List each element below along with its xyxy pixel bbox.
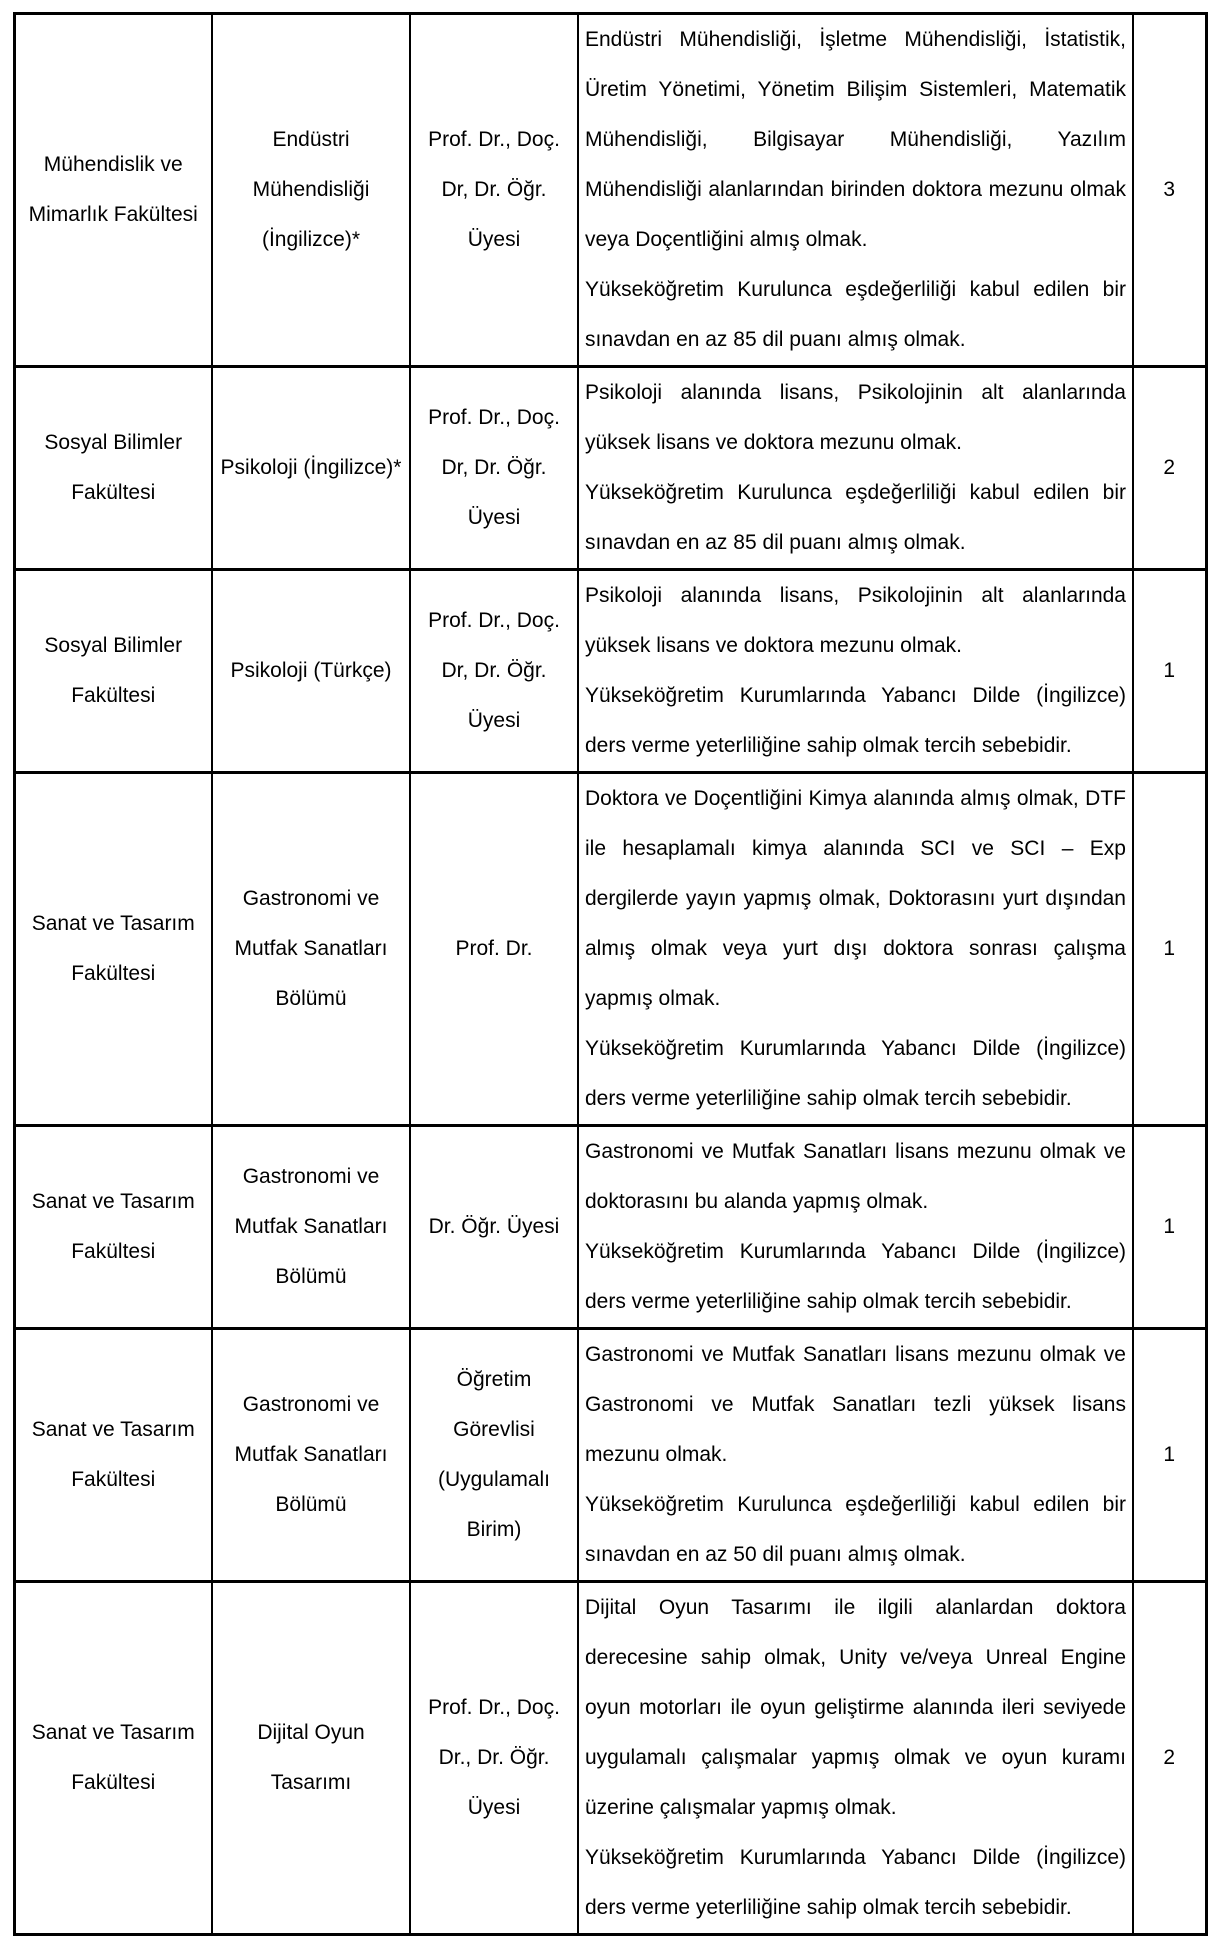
table-row: [14, 1126, 1206, 1329]
title-cell: Prof. Dr., Doç. Dr, Dr. Öğr. Üyesi: [410, 367, 578, 570]
requirement-paragraph: Gastronomi ve Mutfak Sanatları lisans mezunu olmak ve doktorasını bu alanda yapmış olmak.: [585, 1140, 1126, 1213]
faculty-cell: Sosyal Bilimler Fakültesi: [14, 570, 212, 773]
count-cell: 1: [1133, 773, 1206, 1126]
department-cell: Gastronomi ve Mutfak Sanatları Bölümü: [212, 773, 410, 1126]
table-row: [14, 367, 1206, 570]
requirement-paragraph: Yükseköğretim Kurumlarında Yabancı Dilde (İngilizce) ders verme yeterliliğine sahip olmak tercih sebebidir.: [585, 1846, 1126, 1919]
requirement-paragraph: Yükseköğretim Kurulunca eşdeğerliliği kabul edilen bir sınavdan en az 85 dil puanı almış olmak.: [585, 481, 1126, 554]
faculty-cell: Sanat ve Tasarım Fakültesi: [14, 1126, 212, 1329]
requirements-cell: [578, 1329, 1133, 1582]
requirement-paragraph: Dijital Oyun Tasarımı ile ilgili alanlardan doktora derecesine sahip olmak, Unity ve/veya Unreal Engine oyun motorları ile oyun geliştirme alanında ileri seviyede uygulamalı çalışmalar yapmış olmak ve oyun kuramı üzerine çalışmalar yapmış olmak.: [585, 1596, 1126, 1819]
title-cell: Prof. Dr.: [410, 773, 578, 1126]
requirements-cell: [578, 570, 1133, 773]
requirement-paragraph: Psikoloji alanında lisans, Psikolojinin alt alanlarında yüksek lisans ve doktora mezunu olmak.: [585, 381, 1126, 454]
requirement-paragraph: Yükseköğretim Kurumlarında Yabancı Dilde (İngilizce) ders verme yeterliliğine sahip olmak tercih sebebidir.: [585, 1037, 1126, 1110]
table-row: [14, 1582, 1206, 1935]
department-cell: Psikoloji (Türkçe): [212, 570, 410, 773]
requirements-cell: [578, 773, 1133, 1126]
count-cell: 2: [1133, 1582, 1206, 1935]
count-cell: 1: [1133, 1126, 1206, 1329]
table-row: [14, 1329, 1206, 1582]
requirement-paragraph: Yükseköğretim Kurulunca eşdeğerliliği kabul edilen bir sınavdan en az 85 dil puanı almış olmak.: [585, 278, 1126, 351]
title-cell: Prof. Dr., Doç. Dr., Dr. Öğr. Üyesi: [410, 1582, 578, 1935]
table-row: [14, 14, 1206, 367]
title-cell: Öğretim Görevlisi (Uygulamalı Birim): [410, 1329, 578, 1582]
department-cell: Psikoloji (İngilizce)*: [212, 367, 410, 570]
requirements-cell: [578, 14, 1133, 367]
academic-positions-table: [13, 12, 1208, 1936]
requirement-paragraph: Yükseköğretim Kurumlarında Yabancı Dilde (İngilizce) ders verme yeterliliğine sahip olmak tercih sebebidir.: [585, 1240, 1126, 1313]
requirements-cell: [578, 1126, 1133, 1329]
requirements-cell: [578, 367, 1133, 570]
requirements-cell: [578, 1582, 1133, 1935]
faculty-cell: Mühendislik ve Mimarlık Fakültesi: [14, 14, 212, 367]
requirement-paragraph: Yükseköğretim Kurumlarında Yabancı Dilde (İngilizce) ders verme yeterliliğine sahip olmak tercih sebebidir.: [585, 684, 1126, 757]
table-body: [14, 14, 1206, 1935]
faculty-cell: Sosyal Bilimler Fakültesi: [14, 367, 212, 570]
table-row: [14, 570, 1206, 773]
count-cell: 2: [1133, 367, 1206, 570]
department-cell: Gastronomi ve Mutfak Sanatları Bölümü: [212, 1126, 410, 1329]
requirement-paragraph: Endüstri Mühendisliği, İşletme Mühendisliği, İstatistik, Üretim Yönetimi, Yönetim Bilişim Sistemleri, Matematik Mühendisliği, Bilgisayar Mühendisliği, Yazılım Mühendisliği alanlarından birinden doktora mezunu olmak veya Doçentliğini almış olmak.: [585, 28, 1126, 251]
title-cell: Prof. Dr., Doç. Dr, Dr. Öğr. Üyesi: [410, 570, 578, 773]
requirement-paragraph: Doktora ve Doçentliğini Kimya alanında almış olmak, DTF ile hesaplamalı kimya alanında SCI ve SCI – Exp dergilerde yayın yapmış olmak, Doktorasını yurt dışından almış olmak veya yurt dışı doktora sonrası çalışma yapmış olmak.: [585, 787, 1126, 1010]
faculty-cell: Sanat ve Tasarım Fakültesi: [14, 1582, 212, 1935]
title-cell: Prof. Dr., Doç. Dr, Dr. Öğr. Üyesi: [410, 14, 578, 367]
document-page: [0, 12, 1220, 1936]
count-cell: 1: [1133, 1329, 1206, 1582]
department-cell: Gastronomi ve Mutfak Sanatları Bölümü: [212, 1329, 410, 1582]
table-row: [14, 773, 1206, 1126]
count-cell: 3: [1133, 14, 1206, 367]
requirement-paragraph: Gastronomi ve Mutfak Sanatları lisans mezunu olmak ve Gastronomi ve Mutfak Sanatları tezli yüksek lisans mezunu olmak.: [585, 1343, 1126, 1466]
requirement-paragraph: Psikoloji alanında lisans, Psikolojinin alt alanlarında yüksek lisans ve doktora mezunu olmak.: [585, 584, 1126, 657]
faculty-cell: Sanat ve Tasarım Fakültesi: [14, 773, 212, 1126]
department-cell: Dijital Oyun Tasarımı: [212, 1582, 410, 1935]
count-cell: 1: [1133, 570, 1206, 773]
department-cell: Endüstri Mühendisliği (İngilizce)*: [212, 14, 410, 367]
faculty-cell: Sanat ve Tasarım Fakültesi: [14, 1329, 212, 1582]
title-cell: Dr. Öğr. Üyesi: [410, 1126, 578, 1329]
requirement-paragraph: Yükseköğretim Kurulunca eşdeğerliliği kabul edilen bir sınavdan en az 50 dil puanı almış olmak.: [585, 1493, 1126, 1566]
